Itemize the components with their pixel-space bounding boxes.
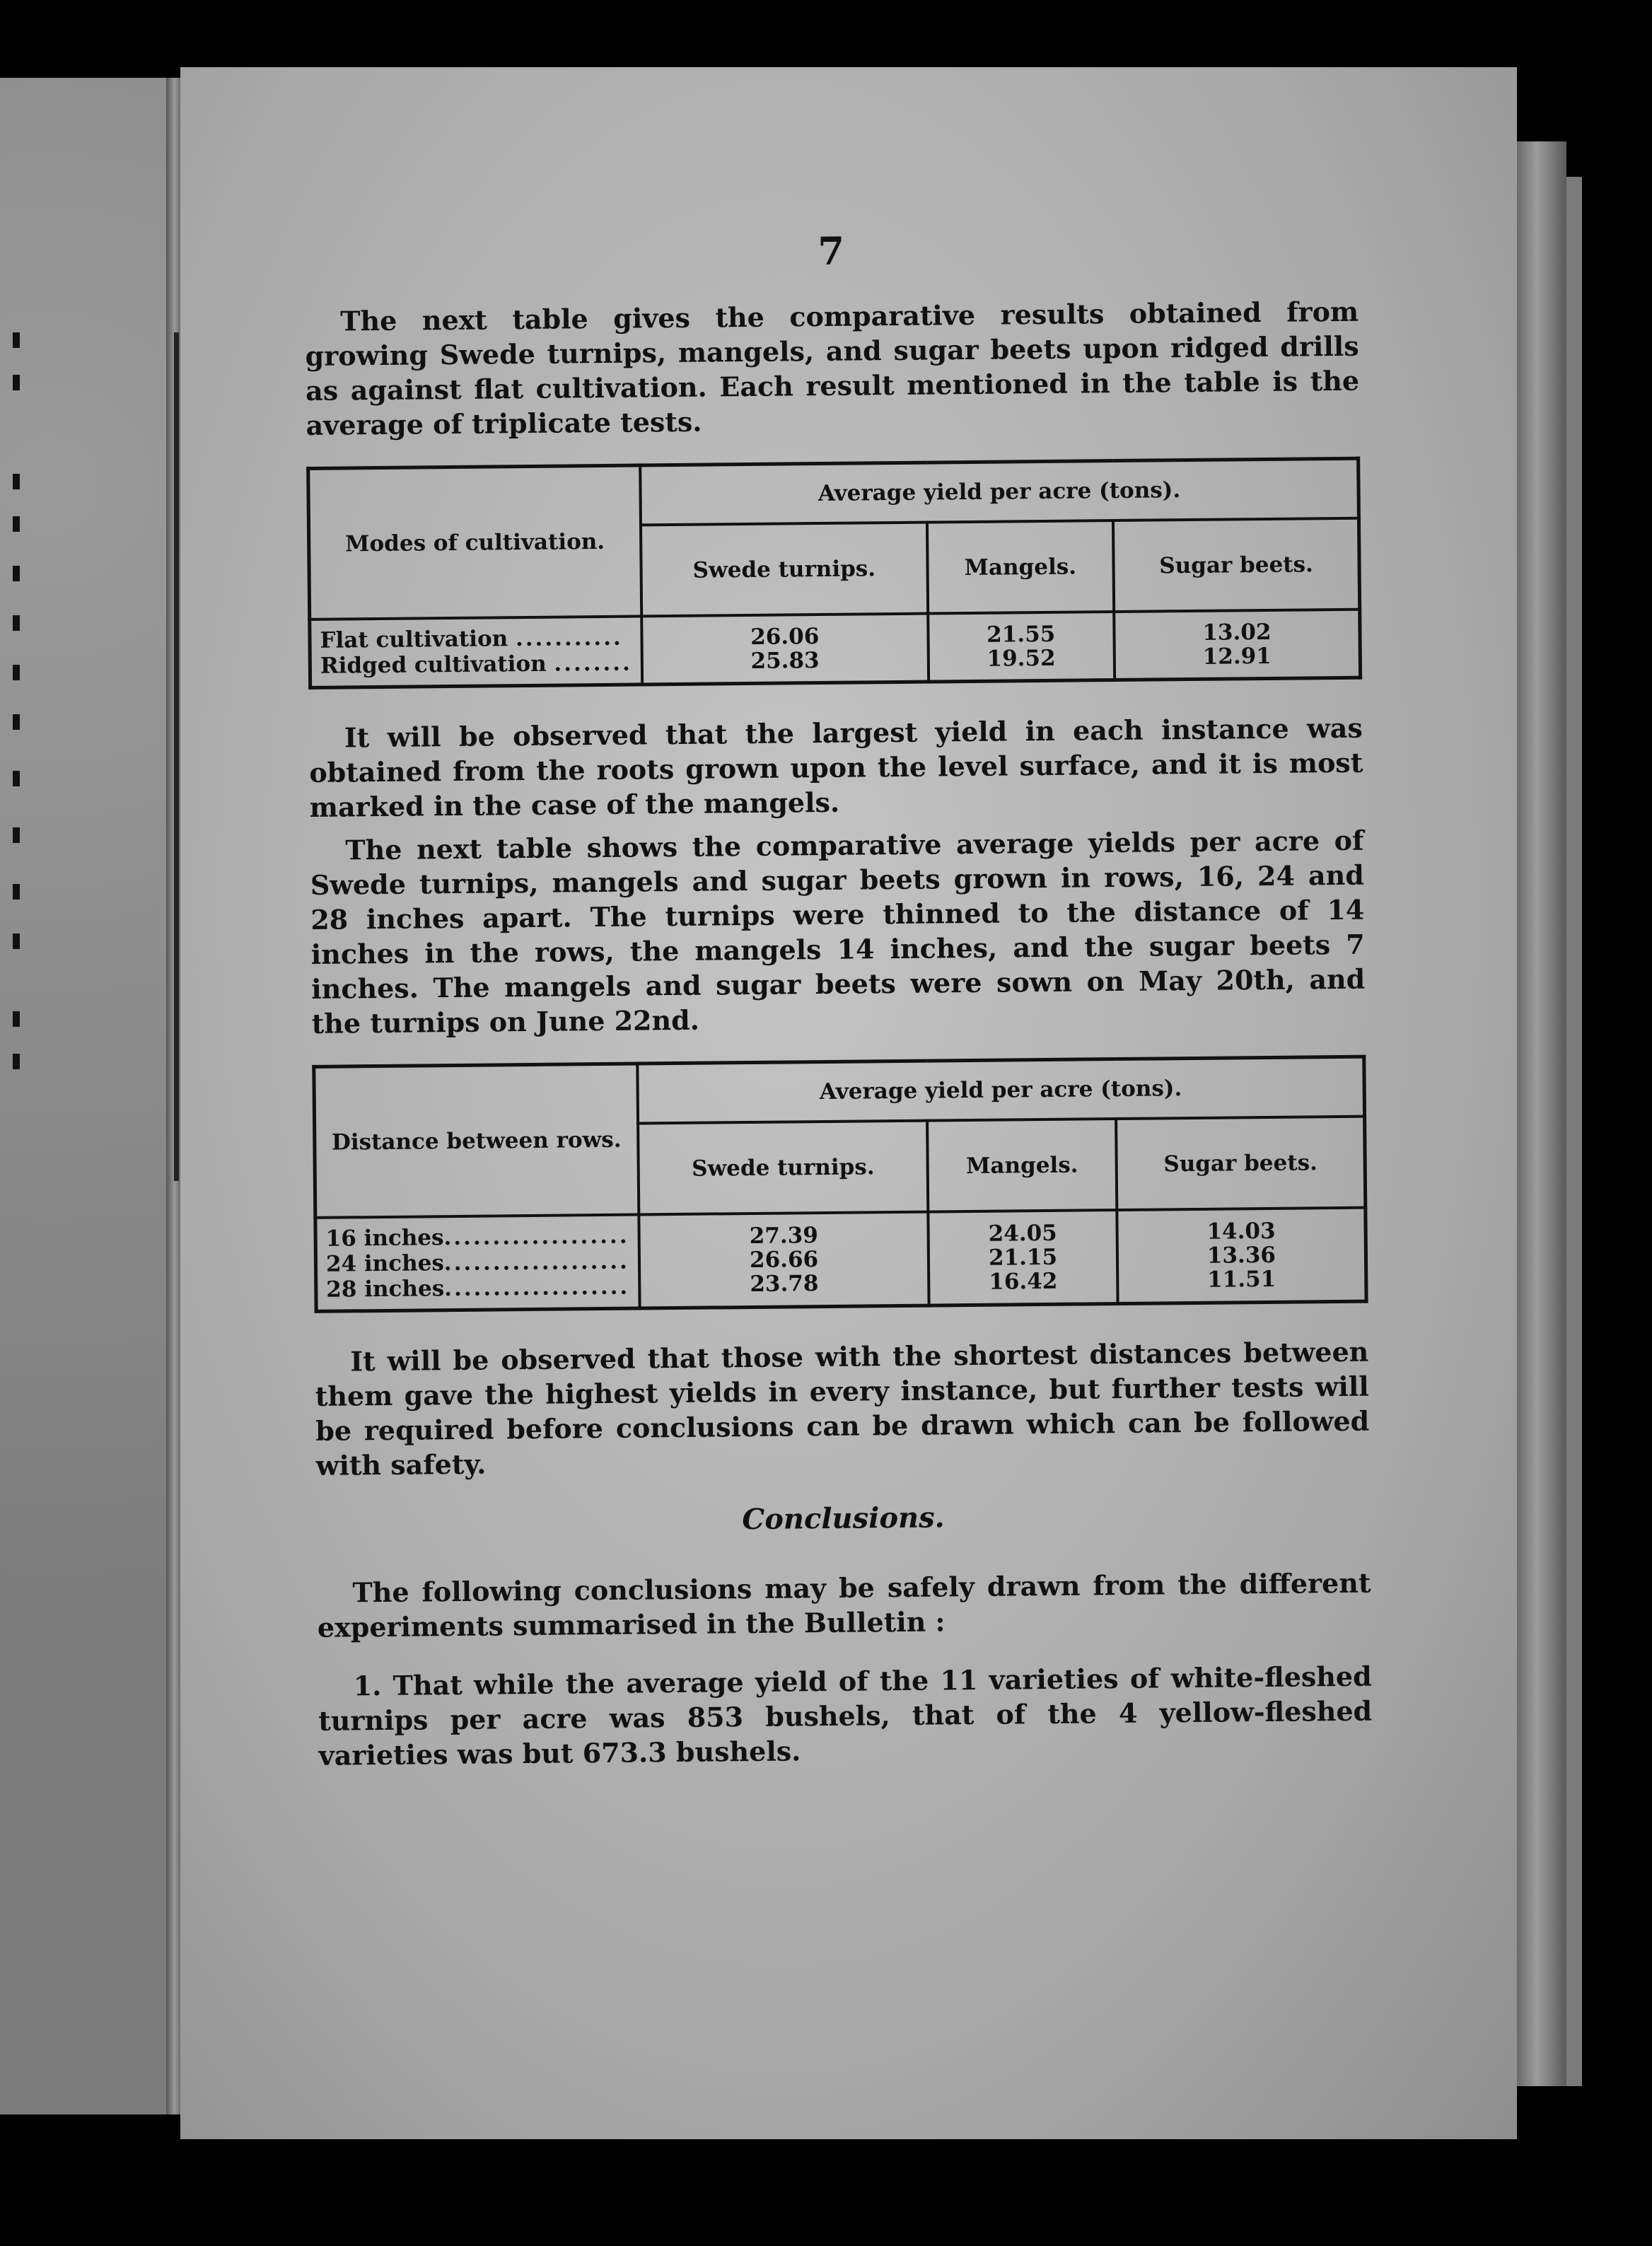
- column-header: Mangels.: [927, 1119, 1117, 1212]
- row-header: Distance between rows.: [314, 1064, 639, 1218]
- mangel-values: [928, 612, 1115, 682]
- row-header: Modes of cultivation.: [308, 465, 641, 619]
- table-cell: 13.02: [1202, 619, 1272, 646]
- paragraph-next-table: The next table shows the comparative average yields per acre of Swede turnips, mangels and sugar beets grown in rows, 16, 24 and 28 inches apart. The turnips were thinned to the distance of 14 inches in the rows, the mangels 14 inches, and the sugar beets 7 inches. The mangels and sugar beets were sown on May 20th, and the turnips on June 22nd.: [310, 824, 1366, 1040]
- group-header: Average yield per acre (tons).: [640, 458, 1359, 525]
- sugar-beet-values: [1117, 1208, 1366, 1304]
- page-content: [304, 223, 1373, 1797]
- row-label: Flat cultivation: [320, 626, 508, 653]
- margin-mark: [13, 665, 20, 680]
- table-cell: 27.39: [749, 1223, 818, 1250]
- swede-values: [639, 1212, 929, 1308]
- table-cell: 14.03: [1206, 1218, 1276, 1245]
- left-page: [0, 78, 166, 2114]
- swede-values: [641, 614, 929, 685]
- table-cell: 25.83: [750, 648, 820, 674]
- page-number: 7: [818, 228, 845, 274]
- table-cell: 11.51: [1206, 1266, 1276, 1293]
- table-cell: 13.36: [1206, 1242, 1276, 1269]
- column-header: Sugar beets.: [1113, 518, 1360, 612]
- margin-mark: [13, 884, 20, 900]
- row-label: 16 inches: [325, 1225, 444, 1252]
- row-labels: [315, 1215, 640, 1312]
- conclusions-heading: Conclusions.: [742, 1501, 945, 1537]
- row-label: 24 inches: [325, 1250, 445, 1277]
- column-header: Sugar beets.: [1116, 1117, 1366, 1210]
- conclusion-item-1: 1. That while the average yield of the 11 varieties of white-fleshed turnips per acre was 853 bushels, that of the 4 yellow-fleshed varieties was but 673.3 bushels.: [318, 1660, 1373, 1771]
- leader-dots: ...................: [443, 1223, 629, 1251]
- margin-mark: [13, 714, 20, 730]
- table-cell: 26.06: [750, 624, 820, 650]
- margin-mark: [13, 1054, 20, 1069]
- leader-dots: ...................: [443, 1248, 630, 1276]
- margin-mark: [13, 375, 20, 390]
- cultivation-table: [306, 457, 1362, 689]
- leader-dots: ...........: [515, 624, 623, 652]
- margin-mark: [13, 933, 20, 949]
- group-header: Average yield per acre (tons).: [637, 1057, 1364, 1123]
- row-labels: [310, 616, 642, 687]
- table-cell: 26.66: [749, 1247, 819, 1274]
- margin-mark: [13, 566, 20, 581]
- margin-mark: [13, 771, 20, 786]
- leader-dots: ...................: [444, 1274, 630, 1302]
- mangel-values: [929, 1210, 1118, 1305]
- table-cell: 12.91: [1202, 643, 1272, 670]
- row-label: 28 inches: [326, 1276, 445, 1303]
- column-header: Swede turnips.: [638, 1121, 929, 1215]
- table-cell: 16.42: [989, 1268, 1058, 1295]
- sugar-beet-values: [1114, 610, 1361, 680]
- margin-mark: [13, 474, 20, 489]
- table-cell: 23.78: [750, 1271, 819, 1298]
- intro-paragraph: The next table gives the comparative results obtained from growing Swede turnips, mangels, and sugar beets upon ridged drills as against flat cultivation. Each result mentioned in the table is the average of triplicate tests.: [305, 295, 1360, 441]
- table-cell: 24.05: [988, 1220, 1057, 1247]
- paragraph-conclusions-intro: The following conclusions may be safely drawn from the different experiments summarised in the Bulletin :: [317, 1566, 1371, 1643]
- column-header: Mangels.: [927, 520, 1115, 614]
- margin-mark: [13, 332, 20, 348]
- margin-mark: [13, 827, 20, 843]
- table-row: [310, 610, 1361, 688]
- gutter-shadow: [174, 332, 179, 1181]
- leader-dots: ........: [554, 650, 632, 677]
- paragraph-observation-1: It will be observed that the largest yield in each instance was obtained from the roots grown upon the level surface, and it is most marked in the case of the mangels.: [309, 711, 1363, 823]
- table-row: [315, 1208, 1366, 1312]
- table-cell: 21.55: [987, 621, 1056, 648]
- column-header: Swede turnips.: [641, 523, 928, 617]
- table-cell: 21.15: [988, 1244, 1058, 1271]
- row-label: Ridged cultivation: [320, 651, 547, 679]
- table-cell: 19.52: [987, 645, 1056, 672]
- margin-mark: [13, 615, 20, 631]
- margin-mark: [13, 1011, 20, 1027]
- row-distance-table: [312, 1055, 1368, 1313]
- page-edge: [1517, 141, 1566, 2086]
- paragraph-observation-2: It will be observed that those with the shortest distances between them gave the highest yields in every instance, but further tests will be required before conclusions can be drawn which can be followed with safety.: [315, 1335, 1370, 1482]
- margin-mark: [13, 516, 20, 532]
- page-edge: [1566, 177, 1582, 2086]
